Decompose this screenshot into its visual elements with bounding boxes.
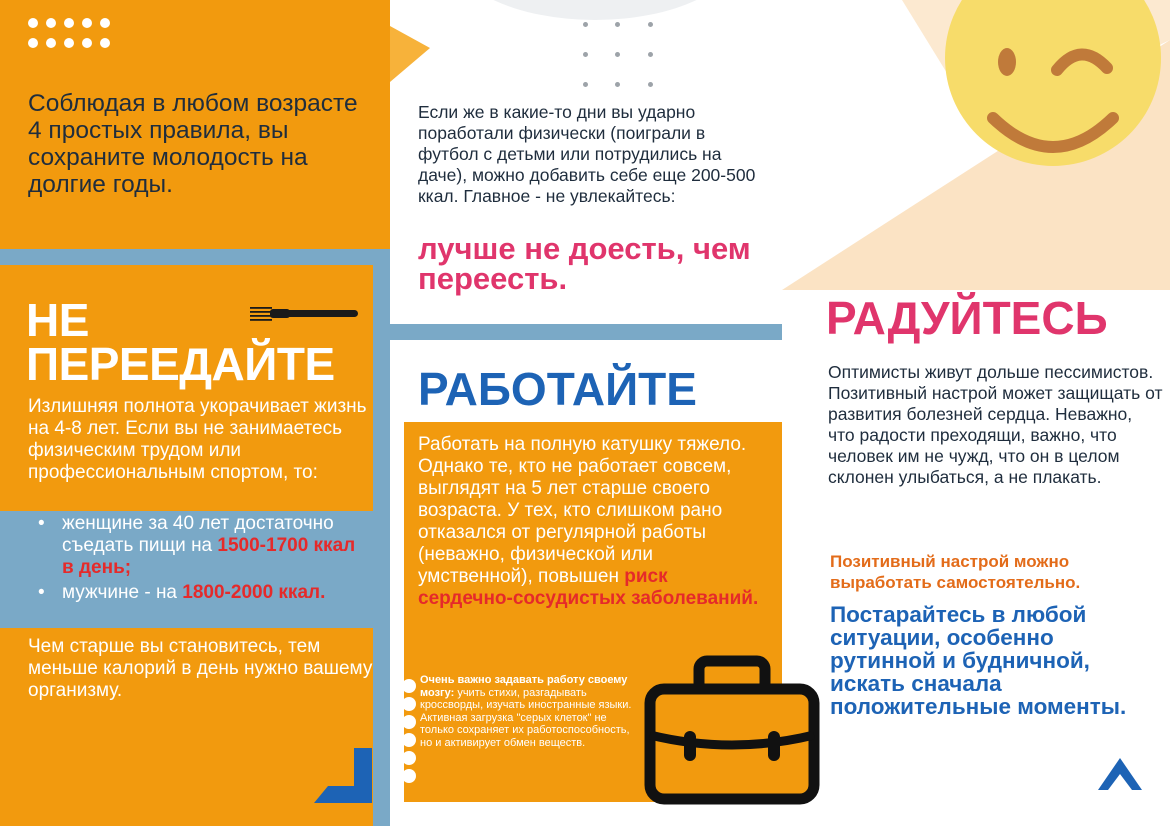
overeat-paragraph: Излишняя полнота укорачивает жизнь на 4-8 лет. Если вы не занимаетесь физическим трудом или профессиональным спортом, то: [28, 396, 367, 483]
calorie-list [36, 513, 366, 607]
brain-tip-text: Очень важно задавать работу своему мозгу: учить стихи, разгадывать кроссворды, изучать иностранные языки. Активная загрузка "серых клеток" не только сохраняет их работоспособность, но и активирует обмен веществ. [420, 674, 632, 749]
motto-text: лучше не доесть, чем переесть. [418, 231, 751, 296]
plate-icon [450, 0, 740, 20]
heading-rejoice: РАДУЙТЕСЬ [826, 292, 1108, 344]
up-chevron-icon [1098, 758, 1142, 796]
fork-icon [250, 300, 360, 326]
middle-divider-band [390, 324, 782, 340]
intro-text: Соблюдая в любом возрасте 4 простых правила, вы сохраните молодость на долгие годы. [28, 90, 358, 198]
list-item: • женщине за 40 лет достаточно съедать пищи на 1500-1700 ккал в день; [36, 513, 366, 579]
work-paragraph: Работать на полную катушку тяжело. Однако те, кто не работает совсем, выглядят на 5 лет старше своего возраста. У тех, кто слишком рано отказался от регулярной работы (неважно, физической или умственной), повышен риск сердечно-сосудистых заболеваний. [418, 434, 759, 609]
dots-icon [28, 18, 112, 52]
calorie-highlight: 1500-1700 ккал в день; [62, 535, 356, 578]
left-divider-band [0, 249, 390, 265]
smiley-icon [935, 0, 1165, 200]
positive-mood-text: Позитивный настрой можно выработать самостоятельно. [830, 552, 1081, 592]
optimism-paragraph: Оптимисты живут дольше пессимистов. Позитивный настрой может защищать от развития болезней сердца. Неважно, что радости преходящи, важно, что человек им не чужд, что он в целом склонен улыбаться, а не плакать. [828, 362, 1163, 487]
advice-text: Постарайтесь в любой ситуации, особенно рутинной и будничной, искать сначала положительные моменты. [830, 602, 1127, 719]
left-edge-band [373, 265, 390, 826]
triangle-icon [390, 26, 430, 86]
risk-highlight: риск сердечно-сосудистых заболеваний. [418, 566, 759, 609]
extra-calories-text: Если же в какие-то дни вы ударно поработали физически (поиграли в футбол с детьми или потрудились на даче), можно добавить себе еще 200-500 ккал. Главное - не увлекайтесь: [418, 102, 756, 206]
briefcase-icon [644, 655, 820, 805]
heading-work: РАБОТАЙТЕ [418, 363, 697, 415]
calorie-highlight: 1800-2000 ккал. [182, 582, 326, 603]
closing-paragraph: Чем старше вы становитесь, тем меньше калорий в день нужно вашему организму. [28, 636, 373, 701]
corner-arrow-icon [314, 748, 374, 803]
list-item: • мужчине - на 1800-2000 ккал. [36, 582, 366, 604]
heading-line-2: ПЕРЕЕДАЙТЕ [26, 338, 335, 390]
heading-line-1: НЕ [26, 294, 89, 346]
